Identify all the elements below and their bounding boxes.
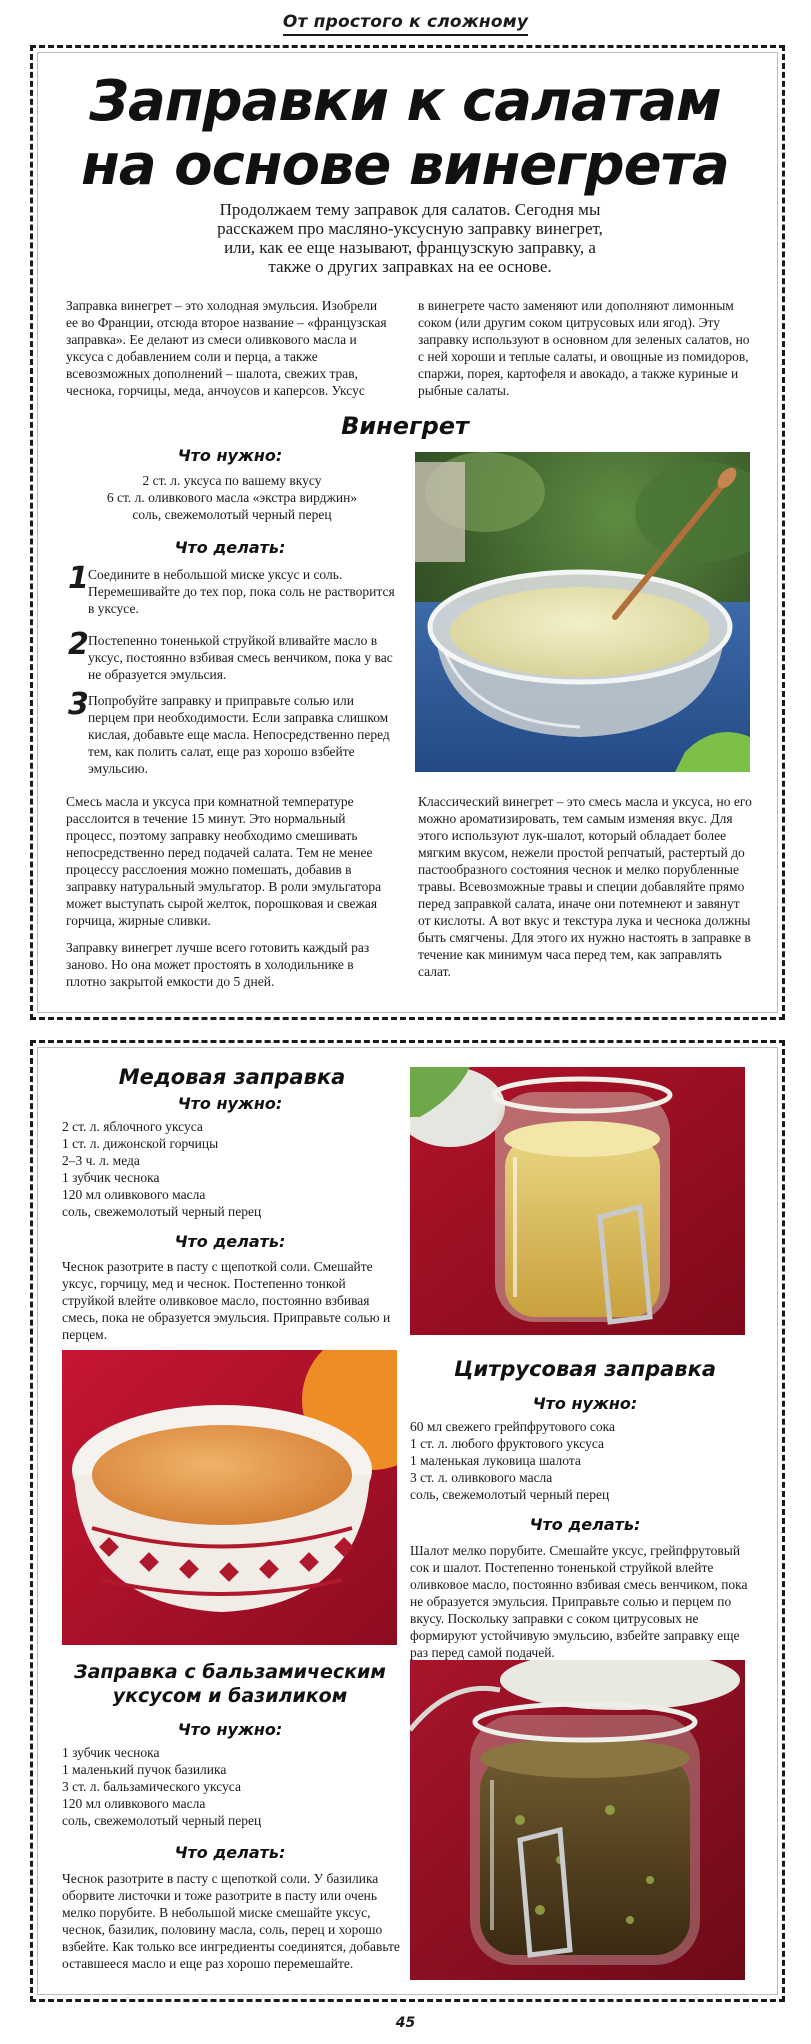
ingredient-item: 2 ст. л. яблочного уксуса — [62, 1119, 203, 1134]
ingredient-item: 1 маленький пучок базилика — [62, 1762, 227, 1777]
balsamic-do-label: Что делать: — [174, 1843, 286, 1862]
vinaigrette-ingredients — [62, 472, 402, 523]
step-number: 2 — [68, 627, 89, 662]
balsamic-ingredients — [62, 1744, 402, 1829]
ingredient-item: 120 мл оливкового масла — [62, 1796, 206, 1811]
vinaigrette-do-label: Что делать: — [174, 538, 286, 557]
ingredient-item: 60 мл свежего грейпфрутового сока — [410, 1419, 615, 1434]
ingredient-item: 6 ст. л. оливкового масла «экстра вирджин» — [106, 490, 358, 505]
ingredient-item: 120 мл оливкового масла — [62, 1187, 206, 1202]
step-1 — [68, 561, 398, 616]
ingredient-item: 1 ст. л. дижонской горчицы — [62, 1136, 219, 1151]
citrus-dressing-photo — [62, 1350, 397, 1645]
step-text: Соедините в небольшой миске уксус и соль. Перемешивайте до тех пор, пока соль не растворится в уксусе. — [88, 567, 395, 616]
honey-method: Чеснок разотрите в пасту с щепоткой соли. Смешайте уксус, горчицу, мед и чеснок. Постепенно тонкой струйкой влейте оливковое масло, постоянно взбивая смесь, пока не образуется эмульсия. Приправьте солью и перцем. — [62, 1259, 391, 1342]
ingredient-item: соль, свежемолотый черный перец — [62, 1204, 262, 1219]
ingredient-item: 3 ст. л. бальзамического уксуса — [62, 1779, 241, 1794]
vinaigrette-notes-right: Классический винегрет – это смесь масла и уксуса, но его можно ароматизировать, тем самым изменяя вкус. Для этого используют лук-шалот, который обладает более мягким вкусом, нежели простой репчатый, растертый до пастообразного состояния чеснок и мелко порубленные травы. Всевозможные травы и специи добавляйте прямо перед заправкой салата, иначе они потемнеют и завянут от кислоты. А вот вкус и текстура лука и чеснока должны быть смягчены. Для этого их нужно настоять в заправке в течение как минимум часа перед тем, как заправлять салат. — [418, 794, 752, 979]
step-2 — [68, 627, 398, 682]
citrus-ingredients — [410, 1418, 750, 1503]
honey-do-label: Что делать: — [174, 1232, 286, 1251]
honey-dressing-photo — [410, 1067, 745, 1335]
honey-need-label: Что нужно: — [177, 1094, 283, 1113]
intro-left-column: Заправка винегрет – это холодная эмульсия. Изобрели ее во Франции, отсюда второе название – «французская заправка». Ее делают из смеси оливкового масла и уксуса с добавлением соли и перца, а также всевозможных дополнений – шалота, свежих трав, чеснока, горчицы, меда, анчоусов и каперсов. Уксус — [66, 298, 387, 398]
ingredient-item: соль, свежемолотый черный перец — [410, 1487, 610, 1502]
ingredient-item: 2–3 ч. л. меда — [62, 1153, 140, 1168]
intro-right-column: в винегрете часто заменяют или дополняют лимонным соком (или другим соком цитрусовых или ягод). Эту заправку используют в основном для зеленых салатов, но с ней хороши и теплые салаты, и овощные из помидоров, спаржи, порея, картофеля и авокадо, а также куриные и рыбные салаты. — [418, 298, 750, 398]
step-text: Постепенно тоненькой струйкой вливайте масло в уксус, постоянно взбивая смесь венчиком, пока у вас не образуется эмульсия. — [88, 633, 393, 682]
ingredient-item: 1 зубчик чеснока — [62, 1745, 160, 1760]
step-number: 3 — [68, 687, 89, 722]
balsamic-need-label: Что нужно: — [177, 1720, 283, 1739]
vinaigrette-photo — [415, 452, 750, 772]
vinaigrette-need-label: Что нужно: — [177, 446, 283, 465]
citrus-do-label: Что делать: — [529, 1515, 641, 1534]
page-number: 45 — [395, 2015, 416, 2031]
ingredient-item: 3 ст. л. оливкового масла — [410, 1470, 553, 1485]
ingredient-item: 1 маленькая луковица шалота — [410, 1453, 581, 1468]
ingredient-item: 1 зубчик чеснока — [62, 1170, 160, 1185]
vinaigrette-notes-left: Смесь масла и уксуса при комнатной температуре расслоится в течение 15 минут. Это нормальный процесс, поэтому заправку необходимо смешивать непосредственно перед подачей салата. Тем не менее процессу расслоения можно помешать, добавив в заправку натуральный эмульгатор. В роли эмульгатора может выступать сырой желток, порошковая и свежая горчица, жирные сливки. Заправку винегрет лучше всего готовить каждый раз заново. Но она может простоять в холодильнике в плотно закрытой емкости до 5 дней. — [66, 794, 382, 989]
ingredient-item: соль, свежемолотый черный перец — [132, 507, 332, 522]
ingredient-item: соль, свежемолотый черный перец — [62, 1813, 262, 1828]
ingredient-item: 1 ст. л. любого фруктового уксуса — [410, 1436, 604, 1451]
citrus-method: Шалот мелко порубите. Смешайте уксус, грейпфрутовый сок и шалот. Постепенно тоненькой струйкой влейте оливковое масло, постоянно взбивая смесь венчиком, пока не образуется эмульсия. Приправьте солью и перцем по вкусу. Поскольку заправки с соком цитрусовых не формируют устойчивую эмульсию, взбейте заправку еще раз перед самой подачей. — [410, 1543, 748, 1660]
step-text: Попробуйте заправку и приправьте солью или перцем при необходимости. Если заправка слишком кислая, добавьте еще масла. Непосредственно перед тем, как полить салат, еще раз хорошо взбейте эмульсию. — [88, 693, 390, 776]
citrus-title: Цитрусовая заправка — [453, 1357, 717, 1381]
balsamic-title: Заправка с бальзамическим уксусом и базиликом — [74, 1661, 386, 1707]
balsamic-dressing-photo — [410, 1660, 745, 1980]
running-head: От простого к сложному — [0, 12, 811, 36]
step-number: 1 — [68, 561, 89, 596]
page-title: Заправки к салатам на основе винегрета — [81, 69, 729, 198]
lead-paragraph: Продолжаем тему заправок для салатов. Сегодня мы расскажем про масляно-уксусную заправку винегрет, или, как ее еще называют, французскую заправку, а также о других заправках на ее основе. — [217, 200, 603, 276]
honey-ingredients — [62, 1118, 402, 1220]
step-3 — [68, 687, 398, 776]
ingredient-item: 2 ст. л. уксуса по вашему вкусу — [142, 473, 322, 488]
citrus-need-label: Что нужно: — [532, 1394, 638, 1413]
vinaigrette-title: Винегрет — [341, 412, 469, 440]
balsamic-method: Чеснок разотрите в пасту с щепоткой соли. У базилика оборвите листочки и тоже разотрите в пасту или очень мелко порубите. В небольшой миске смешайте уксус, чеснок, базилик, половину масла, соль, перец и хорошо взбейте. Как только все ингредиенты соединятся, добавьте оставшееся масло и еще раз хорошо перемешайте. — [62, 1871, 400, 1971]
honey-title: Медовая заправка — [118, 1065, 346, 1089]
